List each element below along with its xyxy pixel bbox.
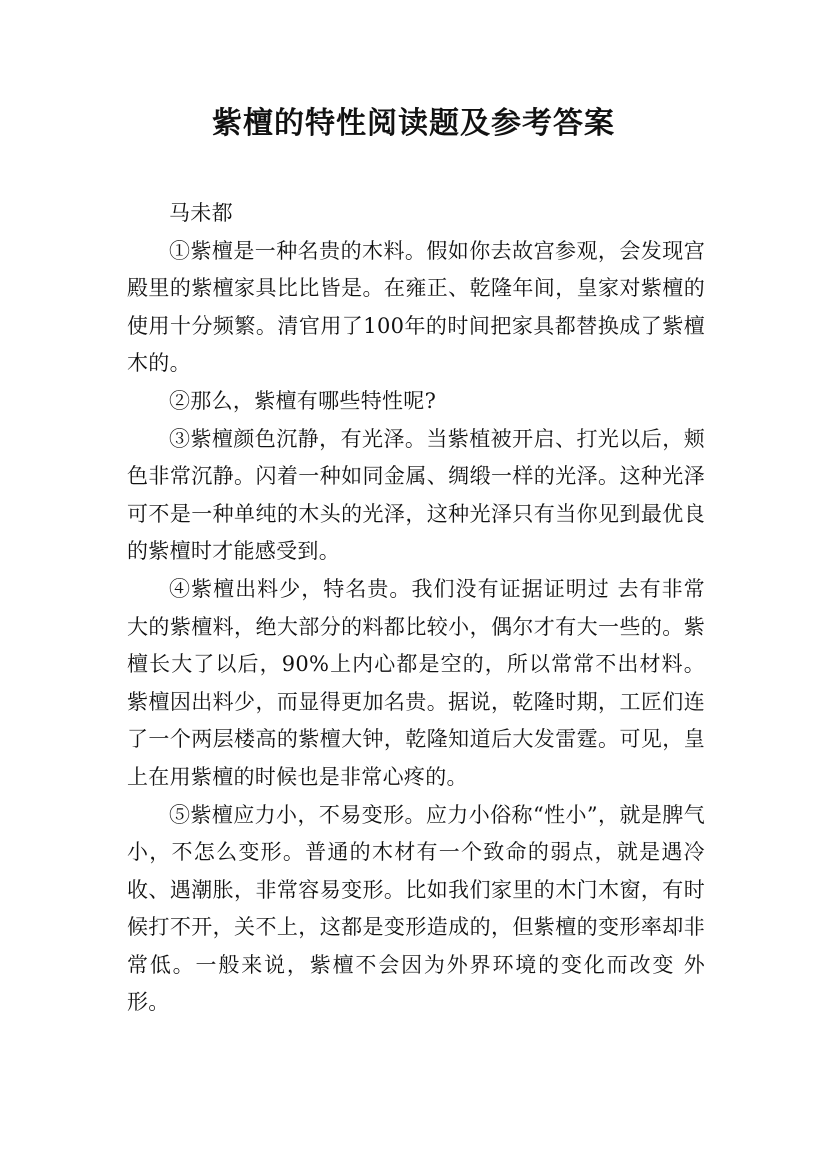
author-line: 马未都	[169, 201, 233, 225]
paragraph-4: ④紫檀出料少，特名贵。我们没有证据证明过 去有非常大的紫檀料，绝大部分的料都比较小，偶尔才有大一些的。紫檀长大了以后，90%上内心都是空的，所以常常不出材料。紫檀因出料少，而显得更加名贵。据说，乾隆时期，工匠们连了一个两层楼高的紫檀大钟，乾隆知道后大发雷霆。可见，皇上在用紫檀的时候也是非常心疼的。	[127, 576, 705, 789]
paragraph-3: ③紫檀颜色沉静，有光泽。当紫植被开启、打光以后，颊色非常沉静。闪着一种如同金属、绸缎一样的光泽。这种光泽可不是一种单纯的木头的光泽，这种光泽只有当你见到最优良 的紫檀时才能感受到。	[127, 426, 705, 564]
paragraph-1: ①紫檀是一种名贵的木料。假如你去故宫参观，会发现宫殿里的紫檀家具比比皆是。在雍正、乾隆年间，皇家对紫檀的使用十分频繁。清官用了100年的时间把家具都替换成了紫檀木的。	[127, 238, 705, 376]
paragraph-5: ⑤紫檀应力小，不易变形。应力小俗称“性小”，就是脾气小，不怎么变形。普通的木材有一个致命的弱点，就是遇冷收、遇潮胀，非常容易变形。比如我们家里的木门木窗，有时候打不开，关不上，这都是变形造成的，但紫檀的变形率却非常低。一般来说，紫檀不会因为外界环境的变化而改变 外形。	[127, 802, 705, 1015]
paragraph-2: ②那么，紫檀有哪些特性呢?	[169, 388, 437, 413]
document-title: 紫檀的特性阅读题及参考答案	[212, 106, 615, 141]
article-body	[127, 195, 705, 1022]
